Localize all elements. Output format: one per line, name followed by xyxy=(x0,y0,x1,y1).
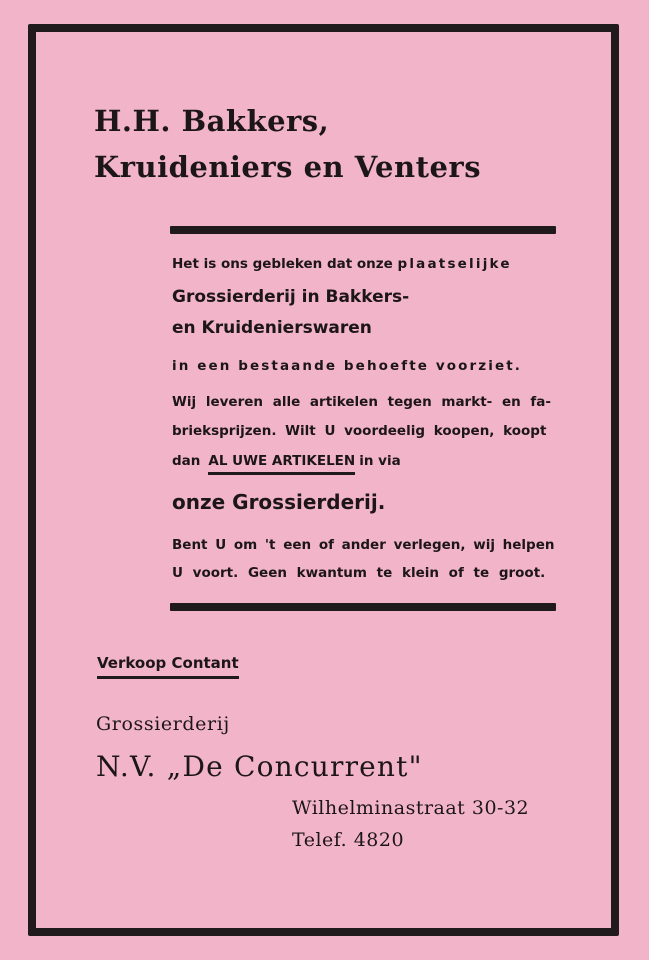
body-line-2: Grossierderij in Bakkers- xyxy=(172,287,410,307)
divider-bottom xyxy=(170,603,556,611)
body-line-9: Bent U om 't een of ander verlegen, wij helpen xyxy=(172,537,555,553)
body-line-1-a: Het is ons gebleken dat onze xyxy=(172,256,393,272)
divider-top xyxy=(170,226,556,234)
grossierderij-label: Grossierderij xyxy=(96,713,230,735)
verkoop-contant: Verkoop Contant xyxy=(97,654,239,679)
body-line-1 xyxy=(172,256,512,272)
body-line-7 xyxy=(172,453,401,469)
body-line-8: onze Grossierderij. xyxy=(172,490,386,514)
street-address: Wilhelminastraat 30-32 xyxy=(292,797,530,819)
body-line-10: U voort. Geen kwantum te klein of te groot. xyxy=(172,565,546,581)
heading-line-2: Kruideniers en Venters xyxy=(94,150,482,184)
body-line-7-c: in via xyxy=(359,453,401,469)
body-line-4: in een bestaande behoefte voorziet. xyxy=(172,358,522,374)
body-line-1-b: plaatselijke xyxy=(397,256,512,272)
body-line-7-a: dan xyxy=(172,453,201,469)
company-name: N.V. „De Concurrent" xyxy=(96,750,423,783)
body-line-3: en Kruidenierswaren xyxy=(172,318,372,338)
body-line-7-emphasis: AL UWE ARTIKELEN xyxy=(208,453,355,475)
body-line-5: Wij leveren alle artikelen tegen markt- en fa- xyxy=(172,394,552,410)
phone-number: Telef. 4820 xyxy=(292,829,405,851)
heading-line-1: H.H. Bakkers, xyxy=(94,104,330,138)
body-line-6: brieksprijzen. Wilt U voordeelig koopen, koopt xyxy=(172,423,547,439)
